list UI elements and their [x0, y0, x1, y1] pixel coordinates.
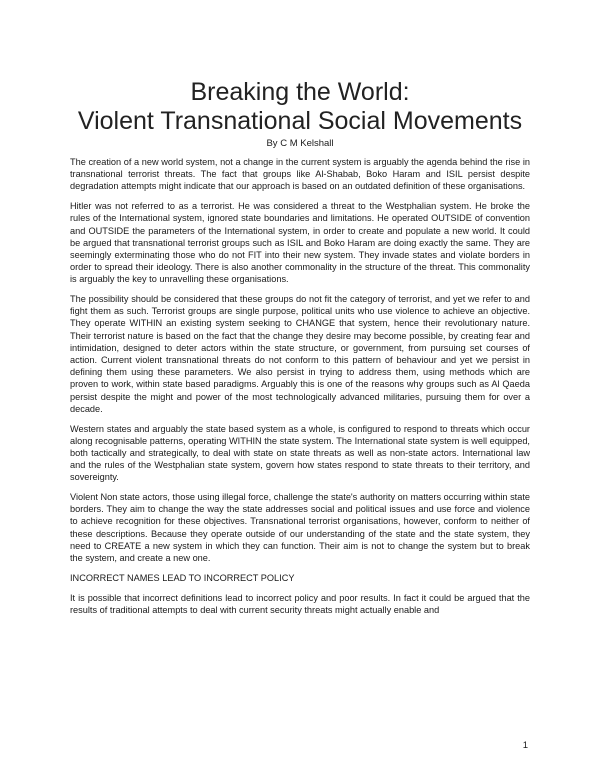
paragraph-3: The possibility should be considered that these groups do not fit the category of terrorist, and yet we refer to and fight them as such. Terrorist groups are single purpose, political units who use violence to achieve an objective. They operate WITHIN an existing system seeking to CHANGE that system, hence their revolutionary nature. Their terrorist nature is based on the fact that the change they desire may become possible, by creating fear and intimidation, designed to deter actors within the state structure, or government, from pursuing set courses of action. Current violent transnational threats do not conform to this pattern of behaviour and yet we persist in defining them using these parameters. We also persist in trying to address them, using methods which are proven to work, within state based paradigms. Arguably this is one of the reasons why groups such as Al Qaeda persist despite the might and power of the most technologically advanced militaries, pursuing them for over a decade.: [70, 294, 530, 414]
section-heading: INCORRECT NAMES LEAD TO INCORRECT POLICY: [70, 572, 295, 583]
title-line-2: Violent Transnational Social Movements: [77, 107, 523, 135]
author-byline: By C M Kelshall: [266, 138, 334, 149]
paragraph-final: It is possible that incorrect definitions lead to incorrect policy and poor results. In fact it could be argued that the results of traditional attempts to deal with current security threats might actually enable and: [70, 592, 530, 615]
paragraph-5: Violent Non state actors, those using illegal force, challenge the state's authority on matters occurring within state borders. They aim to change the way the state addresses social and political issues and use force and violence to achieve recognition for these objectives. Transnational terrorist organisations, however, conform to neither of these descriptions. Because they operate outside of our understanding of the state and the state system, they need to CREATE a new system in which they can function. Their aim is not to change the system but to break the system, and create a new one.: [70, 492, 530, 564]
paragraph-1: The creation of a new world system, not a change in the current system is arguably the agenda behind the rise in transnational terrorist threats. The fact that groups like Al-Shabab, Boko Haram and ISIL persist despite degradation attempts might indicate that our approach is based on an outdated definition of these organisations.: [70, 157, 530, 192]
page-number: 1: [522, 740, 528, 751]
paragraph-4: Western states and arguably the state based system as a whole, is configured to respond to threats which occur along recognisable patterns, operating WITHIN the state system. The International state system is well equipped, both tactically and strategically, to deal with state on state threats as well as non-state actors. International law and the rules of the Westphalian state system, govern how states respond to state threats to their territory, and sovereignty.: [70, 423, 530, 483]
document-title: [70, 78, 530, 136]
paragraph-2: Hitler was not referred to as a terrorist. He was considered a threat to the Westphalian system. He broke the rules of the International system, ignored state boundaries and limitations. He operated OUTSIDE of convention and OUTSIDE the parameters of the International system, in order to create and populate a new world. It could be argued that transnational terrorist groups such as ISIL and Boko Haram are doing exactly the same. They are seemingly exterminating those who do not FIT into their new system. They invade states and violate borders in order to spread their ideology. There is also another commonality in the structure of the threat. This commonality is arguably the key to unravelling these organisations.: [70, 201, 530, 285]
title-line-1: Breaking the World:: [190, 78, 410, 106]
